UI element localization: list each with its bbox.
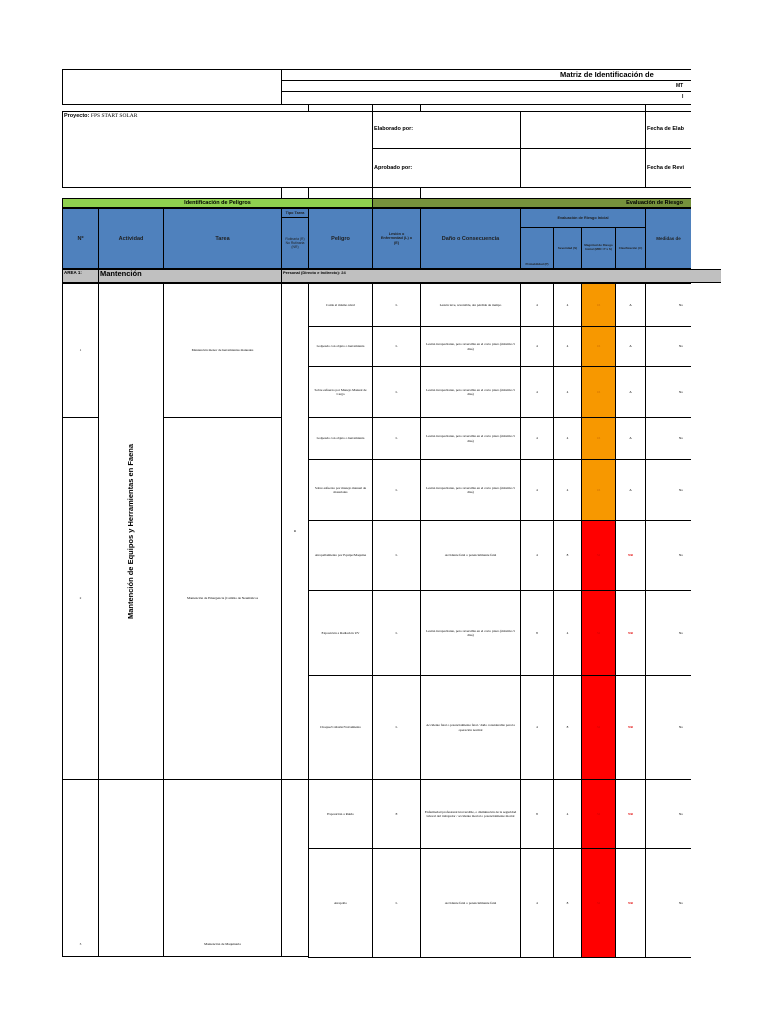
clasificacion-cell: NR — [615, 520, 646, 591]
clasificacion-cell: A — [615, 417, 646, 460]
clasificacion-cell: A — [615, 366, 646, 418]
probabilidad-cell: 4 — [520, 417, 554, 460]
clasificacion-cell: A — [615, 459, 646, 521]
section-identificacion-peligros: Identificación de Peligros — [62, 198, 373, 208]
clasificacion-cell: NR — [615, 848, 646, 958]
magnitud-cell: 16 — [581, 417, 616, 460]
medidas-cell: No — [645, 675, 691, 780]
header-medidas: Medidas de — [645, 208, 691, 269]
header-severidad: Severidad (S) — [553, 227, 582, 269]
clasificacion-cell: A — [615, 283, 646, 327]
medidas-cell: No — [645, 590, 691, 676]
magnitud-cell: 16 — [581, 283, 616, 327]
fecha-elaboracion-label: Fecha de Elab — [647, 126, 684, 132]
lesion-cell: L — [372, 283, 421, 327]
peligro-cell: Atropellamiento por Equipo/Maquina — [308, 520, 373, 591]
severidad-cell: 4 — [553, 326, 582, 367]
tipo-tarea-legend: Rutinaria (R) No Rutinaria (NR) — [285, 236, 305, 250]
header-tarea: Tarea — [163, 208, 282, 269]
probabilidad-cell: 4 — [520, 366, 554, 418]
lesion-cell: L — [372, 675, 421, 780]
severidad-cell: 4 — [553, 283, 582, 327]
peligro-cell: Golpeado con objeto o herramienta — [308, 417, 373, 460]
section-evaluacion-riesgo: Evaluación de Riesgo — [372, 198, 691, 208]
magnitud-cell: 16 — [581, 326, 616, 367]
lesion-cell: L — [372, 590, 421, 676]
probabilidad-cell: 4 — [520, 675, 554, 780]
header-probabilidad: Probabilidad (P) — [520, 227, 554, 269]
area-name: Mantención — [100, 269, 142, 278]
task-num-3: 3 — [62, 779, 99, 957]
severidad-cell: 8 — [553, 675, 582, 780]
severidad-cell: 4 — [553, 459, 582, 521]
medidas-cell: No — [645, 283, 691, 327]
medidas-cell: No — [645, 326, 691, 367]
peligro-cell: Atrapollo — [308, 848, 373, 958]
header-lesion: Lesión o Enfermedad (L) o (E) — [372, 208, 421, 269]
area-personal: Personal (Directo e Indirecto): 24 — [283, 270, 346, 275]
activity-cell — [98, 283, 164, 780]
header-clasificacion: Clasificación (C) — [615, 227, 646, 269]
probabilidad-cell: 8 — [520, 590, 554, 676]
aprobado-label: Aprobado por: — [374, 165, 413, 171]
elaborado-label: Elaborado por: — [374, 126, 414, 132]
project-field — [64, 113, 137, 119]
activity-cell-3 — [98, 779, 164, 957]
severidad-cell: 4 — [553, 779, 582, 849]
magnitud-cell: 32 — [581, 848, 616, 958]
medidas-cell: No — [645, 779, 691, 849]
fecha-revision-label: Fecha de Revi — [647, 165, 684, 171]
clasificacion-cell: A — [615, 326, 646, 367]
probabilidad-cell: 4 — [520, 848, 554, 958]
peligro-cell: Choque/Colisión/Volcamiento — [308, 675, 373, 780]
medidas-cell: No — [645, 848, 691, 958]
document-rev: I — [682, 94, 684, 100]
clasificacion-cell: NR — [615, 675, 646, 780]
lesion-cell: L — [372, 366, 421, 418]
task-num-2: 2 — [62, 417, 99, 780]
medidas-cell: No — [645, 417, 691, 460]
tipo-tarea-cell-3 — [281, 779, 309, 957]
task-name-1: Mantención menor de herramientas manuales — [163, 283, 282, 418]
dano-cell: Lesión leve, reversible, sin pérdida de tiempo — [420, 283, 521, 327]
medidas-cell: No — [645, 366, 691, 418]
lesion-cell: E — [372, 779, 421, 849]
severidad-cell: 8 — [553, 848, 582, 958]
lesion-cell: L — [372, 326, 421, 367]
header-actividad: Actividad — [98, 208, 164, 269]
header-dano: Daño o Consecuencia — [420, 208, 521, 269]
header-eval-inicial: Evaluación de Riesgo Inicial — [520, 208, 646, 228]
document-title: Matriz de Identificación de — [560, 70, 654, 79]
probabilidad-cell: 4 — [520, 283, 554, 327]
magnitud-cell: 32 — [581, 675, 616, 780]
peligro-cell: Caída al mismo nivel — [308, 283, 373, 327]
dano-cell: Lesión incapacitante, pero reversible en el corto plazo (máximo 5 días) — [420, 326, 521, 367]
project-value: FPS START SOLAR — [90, 113, 138, 119]
peligro-cell: Exposición a Radiación UV — [308, 590, 373, 676]
clasificacion-cell: NR — [615, 590, 646, 676]
peligro-cell: Golpeado con objeto o herramienta — [308, 326, 373, 367]
lesion-cell: L — [372, 520, 421, 591]
peligro-cell: Sobre esfuerzo por Manejo Manual de Carga — [308, 366, 373, 418]
lesion-cell: L — [372, 848, 421, 958]
lesion-cell: L — [372, 417, 421, 460]
probabilidad-cell: 8 — [520, 779, 554, 849]
medidas-cell: No — [645, 459, 691, 521]
area-label: AREA 1: — [64, 270, 82, 275]
dano-cell: Enfermedad profesional irreversible, o disminución de la seguridad laboral del trabajador / accidente mortal o potencialmente mortal — [420, 779, 521, 849]
activity-label: Mantención de Equipos y Herramientas en Faena — [126, 443, 136, 620]
probabilidad-cell: 4 — [520, 326, 554, 367]
magnitud-cell: 32 — [581, 590, 616, 676]
dano-cell: Lesión incapacitante, pero reversible en el corto plazo (máximo 5 días) — [420, 366, 521, 418]
header-peligro: Peligro — [308, 208, 373, 269]
dano-cell: Accidente fatal o potencialmente fatal — [420, 848, 521, 958]
area-row — [62, 269, 721, 283]
severidad-cell: 4 — [553, 417, 582, 460]
tipo-tarea-value: R — [281, 283, 309, 780]
peligro-cell: Sobre esfuerzo por manejo manual de materiales — [308, 459, 373, 521]
dano-cell: Accidente fatal o potencialmente fatal / daño considerable para la operación normal — [420, 675, 521, 780]
magnitud-cell: 32 — [581, 779, 616, 849]
probabilidad-cell: 4 — [520, 520, 554, 591]
logo-box — [62, 69, 282, 105]
severidad-cell: 8 — [553, 520, 582, 591]
header-tipo-tarea-sub — [281, 217, 309, 269]
project-label: Proyecto: — [64, 113, 90, 119]
document-code: MT — [676, 83, 684, 89]
header-tipo-tarea: Tipo Tarea — [281, 208, 309, 218]
severidad-cell: 4 — [553, 366, 582, 418]
task-name-3: Mantención de Maquinaria — [163, 779, 282, 957]
probabilidad-cell: 4 — [520, 459, 554, 521]
severidad-cell: 4 — [553, 590, 582, 676]
header-num: Nº — [62, 208, 99, 269]
task-num-1: 1 — [62, 283, 99, 418]
task-name-2: Mantención de Emergencia (Cambio de Neumáticos — [163, 417, 282, 780]
dano-cell: Lesión incapacitante, pero reversible en el corto plazo (máximo 5 días) — [420, 590, 521, 676]
project-block — [62, 111, 691, 188]
header-magnitud: Magnitud de Riesgo Inicial (MRI= P x S) — [581, 227, 616, 269]
medidas-cell: No — [645, 520, 691, 591]
magnitud-cell: 16 — [581, 459, 616, 521]
magnitud-cell: 16 — [581, 366, 616, 418]
magnitud-cell: 32 — [581, 520, 616, 591]
peligro-cell: Exposición a Ruido — [308, 779, 373, 849]
dano-cell: Lesión incapacitante, pero reversible en el corto plazo (máximo 5 días) — [420, 459, 521, 521]
clasificacion-cell: NR — [615, 779, 646, 849]
lesion-cell: L — [372, 459, 421, 521]
dano-cell: Accidente fatal o potencialmente fatal — [420, 520, 521, 591]
dano-cell: Lesión incapacitante, pero reversible en el corto plazo (máximo 5 días) — [420, 417, 521, 460]
